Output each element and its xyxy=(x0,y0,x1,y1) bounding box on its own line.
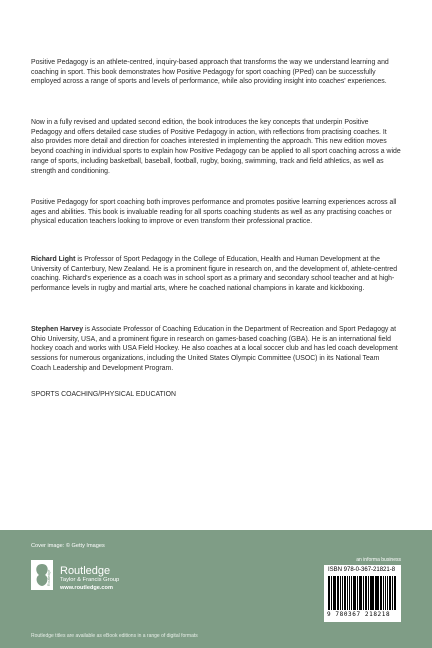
description-paragraph-3: Positive Pedagogy for sport coaching both improves performance and promotes positive learning experiences across all ages and abilities. This book is invaluable reading for all sports coaching students as well as any practising coaches or physical education teachers looking to improve or even transform their professional practice. xyxy=(31,199,397,226)
barcode-stripe xyxy=(376,576,377,610)
barcode-stripe xyxy=(351,576,352,610)
publisher-name: Routledge xyxy=(60,565,111,577)
barcode-stripe xyxy=(381,576,382,610)
description-paragraph-1: Positive Pedagogy is an athlete-centred, inquiry-based approach that transforms the way we understand learning and coaching in sport. This book demonstrates how Positive Pedagogy for sport coaching (PPed) can be successfully employed across a range of sports and levels of performance, while also providing insight into coaches' experiences. xyxy=(31,59,389,86)
barcode-stripe xyxy=(347,576,349,610)
cover-credit: Cover image: © Getty Images xyxy=(31,543,105,549)
barcode-stripe xyxy=(342,576,343,610)
description-paragraph-2: Now in a fully revised and updated second edition, the book introduces the key concepts that underpin Positive Pedagogy and offers detailed case studies of Positive Pedagogy in action, with reflections from practising coaches. It also provides more detail and direction for coaches interested in implementing the approach. This new edition moves beyond coaching in individual sports to explain how Positive Pedagogy can be applied to all sport coaching across a wide range of sports, including basketball, baseball, football, rugby, boxing, swimming, track and field athletics, as well as strength and conditioning. xyxy=(31,119,401,175)
informa-label: an informa business xyxy=(356,557,401,563)
author-bio-text-2: is Associate Professor of Coaching Education in the Department of Recreation and Sport Pedagogy at Ohio University, USA, and a prominent figure in research on games-based coaching (GBA). He is an international field hockey coach and works with USA Field Hockey. He also coaches at a local soccer club and has led coach development sessions for numerous organizations, including the United States Olympic Committee (USOC) in its National Team Coach Leadership and Development Program. xyxy=(31,326,398,372)
publisher-group: Taylor & Francis Group xyxy=(60,577,120,583)
barcode-number: 9 780367 218218 xyxy=(327,611,391,618)
author-bio-text-1: is Professor of Sport Pedagogy in the College of Education, Health and Human Development at the University of Canterbury, New Zealand. He is a prominent figure in research on, and the development of, athlete-centred coaching. Richard's experience as a coach was in school sport as a primary and secondary school teacher and at high-performance levels in rugby and martial arts, where he coached national champions in karate and kickboxing. xyxy=(31,256,398,293)
barcode-stripe xyxy=(385,576,387,610)
barcode-stripe xyxy=(340,576,341,610)
barcode-stripe xyxy=(355,576,356,610)
barcode-box xyxy=(324,565,401,622)
isbn-text: ISBN 978-0-367-21821-8 xyxy=(328,567,396,573)
routledge-logo xyxy=(31,560,53,590)
author-name-1: Richard Light xyxy=(31,256,76,263)
barcode-stripe xyxy=(372,576,374,610)
barcode-stripe xyxy=(390,576,391,610)
publisher-url[interactable]: www.routledge.com xyxy=(60,585,113,591)
subject-category: SPORTS COACHING/PHYSICAL EDUCATION xyxy=(31,391,176,398)
ebook-note: Routledge titles are available as eBook editions in a range of digital formats xyxy=(31,633,198,639)
barcode-stripe xyxy=(395,576,396,610)
barcode-stripe xyxy=(363,576,364,610)
barcode-stripe xyxy=(334,576,336,610)
barcode-stripe xyxy=(360,576,362,610)
author-bio-1 xyxy=(31,255,401,294)
barcode-stripe xyxy=(331,576,332,610)
routledge-logo-wordmark: Routledge xyxy=(47,569,51,586)
author-name-2: Stephen Harvey xyxy=(31,326,84,333)
author-bio-2 xyxy=(31,325,401,374)
barcode-bars xyxy=(328,576,397,610)
publisher-block xyxy=(60,565,119,592)
barcode-stripe xyxy=(368,576,369,610)
